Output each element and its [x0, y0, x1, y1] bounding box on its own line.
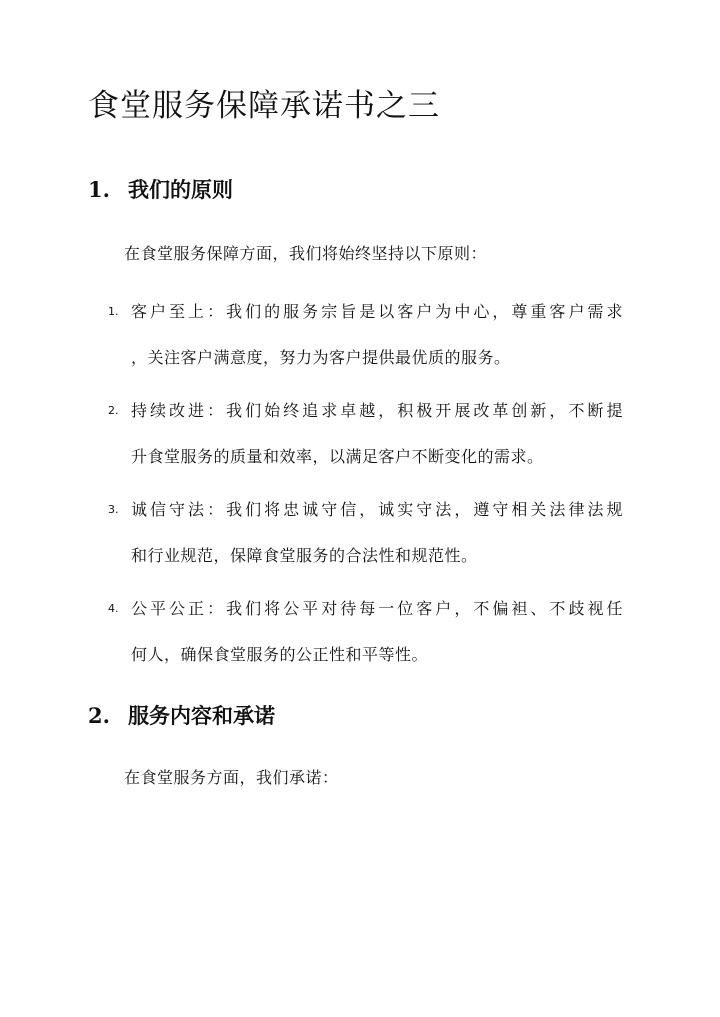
section-heading-service	[88, 702, 275, 730]
list-item-text-line1: 诚信守法：我们将忠诚守信，诚实守法，遵守相关法律法规	[131, 500, 623, 519]
list-item-text-line2: ，关注客户满意度，努力为客户提供最优质的服务。	[131, 348, 511, 367]
list-item-text-line1: 公平公正：我们将公平对待每一位客户，不偏袒、不歧视任	[131, 599, 623, 618]
list-item-text-line1: 客户至上：我们的服务宗旨是以客户为中心，尊重客户需求	[131, 302, 623, 321]
list-item-number: 3.	[108, 503, 119, 516]
section-title: 服务内容和承诺	[128, 703, 275, 728]
list-item-text-line2: 升食堂服务的质量和效率，以满足客户不断变化的需求。	[131, 447, 544, 466]
list-item-number: 1.	[108, 305, 119, 318]
list-item-text-line1: 持续改进：我们始终追求卓越，积极开展改革创新，不断提	[131, 401, 623, 420]
section-number: 1.	[88, 177, 110, 202]
list-item-number: 2.	[108, 404, 119, 417]
section-intro-service: 在食堂服务方面，我们承诺：	[124, 768, 339, 787]
section-heading-principles	[88, 176, 233, 204]
list-item-text-line2: 和行业规范，保障食堂服务的合法性和规范性。	[131, 546, 478, 565]
list-item-text-line2: 何人，确保食堂服务的公正性和平等性。	[131, 645, 429, 664]
section-number: 2.	[88, 703, 110, 728]
section-intro-principles: 在食堂服务保障方面，我们将始终坚持以下原则：	[124, 244, 488, 263]
list-item-number: 4.	[108, 602, 119, 615]
document-title: 食堂服务保障承诺书之三	[88, 88, 440, 124]
section-title: 我们的原则	[128, 177, 233, 202]
